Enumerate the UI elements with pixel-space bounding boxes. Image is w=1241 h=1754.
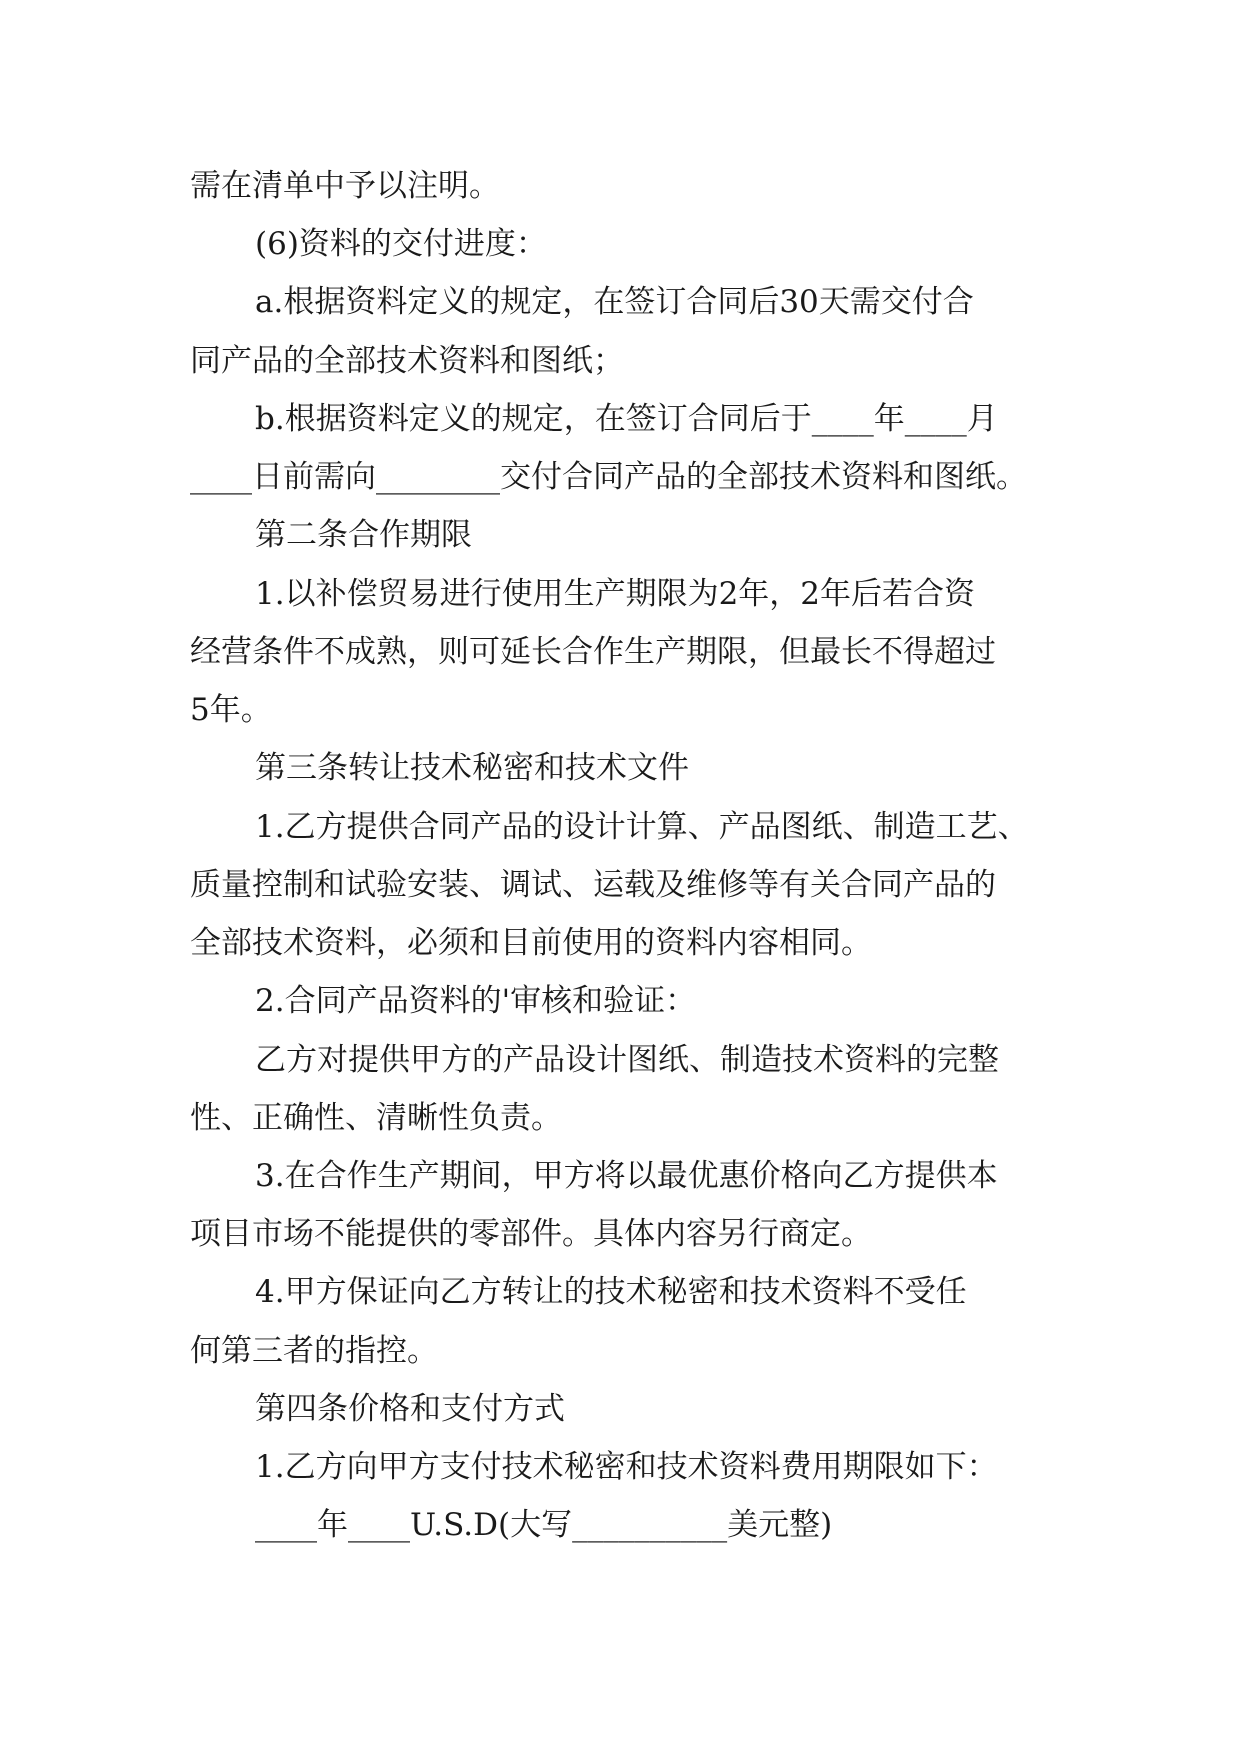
text-line: 质量控制和试验安装、调试、运载及维修等有关合同产品的: [190, 867, 996, 903]
section-heading: 第四条价格和支付方式: [255, 1391, 565, 1427]
text-line: 1.以补偿贸易进行使用生产期限为2年，2年后若合资: [255, 576, 976, 612]
text-line: 1.乙方向甲方支付技术秘密和技术资料费用期限如下：: [255, 1449, 998, 1485]
text-line: a.根据资料定义的规定，在签订合同后30天需交付合: [255, 284, 974, 320]
text-line: 5年。: [190, 692, 272, 728]
text-line: 同产品的全部技术资料和图纸；: [190, 343, 624, 379]
text-line: 性、正确性、清晰性负责。: [190, 1100, 562, 1136]
text-line: 1.乙方提供合同产品的设计计算、产品图纸、制造工艺、: [255, 809, 1029, 845]
text-line: ____年____U.S.D(大写__________美元整): [255, 1507, 833, 1543]
text-line: 项目市场不能提供的零部件。具体内容另行商定。: [190, 1216, 872, 1252]
text-line: 3.在合作生产期间，甲方将以最优惠价格向乙方提供本: [255, 1158, 998, 1194]
text-line: 4.甲方保证向乙方转让的技术秘密和技术资料不受任: [255, 1274, 967, 1310]
text-line: ____日前需向________交付合同产品的全部技术资料和图纸。: [190, 459, 1027, 495]
text-line: 经营条件不成熟，则可延长合作生产期限，但最长不得超过: [190, 634, 996, 670]
text-line: 全部技术资料，必须和目前使用的资料内容相同。: [190, 925, 872, 961]
text-line: b.根据资料定义的规定，在签订合同后于____年____月: [255, 401, 998, 437]
section-heading: 第二条合作期限: [255, 517, 472, 553]
text-line: 需在清单中予以注明。: [190, 168, 500, 204]
text-line: 2.合同产品资料的'审核和验证：: [255, 983, 697, 1019]
text-line: 何第三者的指控。: [190, 1333, 438, 1369]
text-line: 乙方对提供甲方的产品设计图纸、制造技术资料的完整: [255, 1042, 999, 1078]
section-heading: 第三条转让技术秘密和技术文件: [255, 750, 689, 786]
text-line: (6)资料的交付进度：: [255, 226, 547, 262]
